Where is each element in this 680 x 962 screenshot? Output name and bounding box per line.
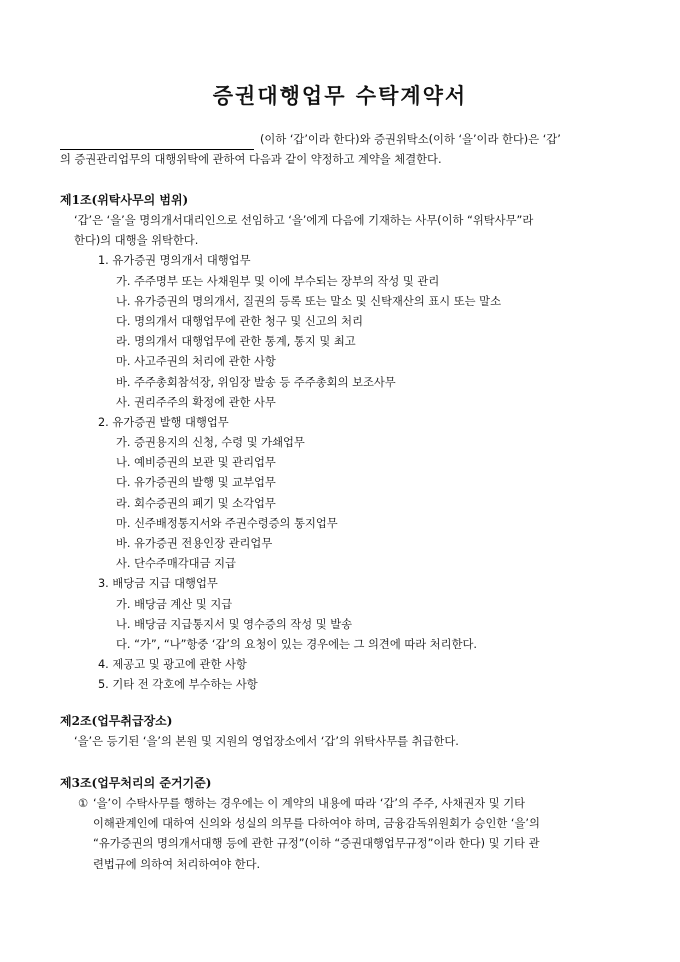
list-item: 다. 명의개서 대행업무에 관한 청구 및 신고의 처리: [116, 314, 363, 328]
article-2: [60, 710, 630, 752]
section-4-heading: 4. 제공고 및 광고에 관한 사항: [98, 658, 247, 672]
party-name-blank: [60, 135, 254, 150]
list-item: 사. 권리주주의 확정에 관한 사무: [116, 395, 276, 409]
list-item: 라. 회수증권의 폐기 및 소각업무: [116, 496, 276, 510]
article-1-para-line-2: 한다)의 대행을 위탁한다.: [74, 234, 199, 248]
list-item: 다. “가”, “나”항중 ‘갑’의 요청이 있는 경우에는 그 의견에 따라 처리한다.: [116, 637, 478, 651]
list-item: 마. 신주배정통지서와 주권수령증의 통지업무: [116, 516, 338, 530]
list-item: 다. 유가증권의 발행 및 교부업무: [116, 476, 276, 490]
intro-paragraph: [60, 130, 625, 170]
article-1: [60, 189, 630, 696]
list-item: 바. 유가증권 전용인장 관리업무: [116, 537, 273, 550]
list-item: 나. 유가증권의 명의개서, 질권의 등록 또는 말소 및 신탁재산의 표시 또는 말소: [116, 294, 501, 308]
article-3-line-3: “유가증권의 명의개서대행 등에 관한 규정”(이하 “증권대행업무규정”이라 한다) 및 기타 관: [93, 837, 540, 851]
list-item: 가. 증권용지의 신청, 수령 및 가쇄업무: [116, 436, 305, 450]
article-3-line-4: 련법규에 의하여 처리하여야 한다.: [93, 857, 261, 871]
intro-line-2: 의 증권관리업무의 대행위탁에 관하여 다음과 같이 약정하고 계약을 체결한다.: [60, 153, 442, 166]
list-item: 마. 사고주권의 처리에 관한 사항: [116, 355, 276, 369]
article-3: [60, 772, 630, 875]
intro-line-1: (이하 ‘갑’이라 한다)와 증권위탁소(이하 ‘을’이라 한다)은 ‘갑’: [260, 133, 561, 146]
article-1-para-line-1: ‘갑’은 ‘을’을 명의개서대리인으로 선임하고 ‘을’에게 다음에 기재하는 사무(이하 “위탁사무”라: [74, 214, 534, 227]
list-item: 가. 주주명부 또는 사채원부 및 이에 부수되는 장부의 작성 및 관리: [116, 274, 440, 288]
section-3-heading: 3. 배당금 지급 대행업무: [98, 577, 218, 591]
section-5-heading: 5. 기타 전 각호에 부수하는 사항: [98, 678, 258, 692]
list-item: 사. 단수주매각대금 지급: [116, 557, 236, 571]
section-2-heading: 2. 유가증권 발행 대행업무: [98, 415, 229, 429]
article-2-heading: 제2조(업무취급장소): [60, 714, 173, 728]
list-item: 바. 주주총회참석장, 위임장 발송 등 주주총회의 보조사무: [116, 375, 396, 389]
article-3-heading: 제3조(업무처리의 준거기준): [60, 776, 212, 790]
document-title: 증권대행업무 수탁계약서: [212, 83, 468, 108]
list-item: 나. 예비증권의 보관 및 관리업무: [116, 456, 276, 470]
list-item: 라. 명의개서 대행업무에 관한 통계, 통지 및 최고: [116, 335, 356, 349]
clause-marker: ①: [78, 797, 89, 810]
list-item: 나. 배당금 지급통지서 및 영수증의 작성 및 발송: [116, 617, 353, 631]
section-1-heading: 1. 유가증권 명의개서 대행업무: [98, 254, 251, 268]
article-2-para: ‘을’은 등기된 ‘을’의 본원 및 지원의 영업장소에서 ‘갑’의 위탁사무를 취급한다.: [74, 735, 459, 748]
article-3-line-1: ‘을’이 수탁사무를 행하는 경우에는 이 계약의 내용에 따라 ‘갑’의 주주, 사채권자 및 기타: [93, 797, 526, 810]
article-1-heading: 제1조(위탁사무의 범위): [60, 193, 189, 207]
article-3-line-2: 이해관계인에 대하여 신의와 성실의 의무를 다하여야 하며, 금융감독위원회가 승인한 ‘을’의: [93, 817, 540, 831]
list-item: 가. 배당금 계산 및 지급: [116, 597, 233, 611]
